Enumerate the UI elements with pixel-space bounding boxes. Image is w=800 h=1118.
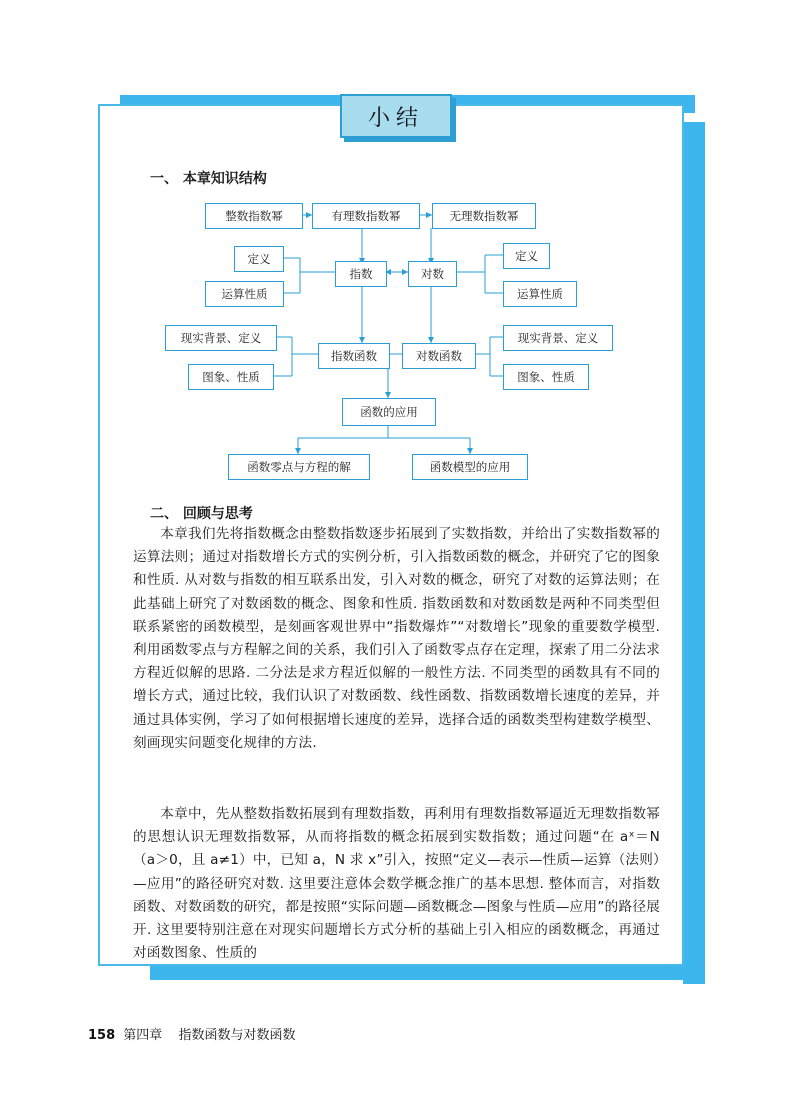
box-exp-definition: 定义 bbox=[234, 246, 284, 272]
section-heading-review-and-reflection: 二、 回顾与思考 bbox=[150, 506, 253, 522]
chapter-label: 第四章 bbox=[123, 1028, 163, 1043]
page-number: 158 bbox=[88, 1028, 116, 1043]
box-function-application: 函数的应用 bbox=[342, 398, 436, 426]
page-footer bbox=[88, 1024, 295, 1043]
box-rational-exponent: 有理数指数幂 bbox=[312, 203, 420, 229]
page-title: 小结 bbox=[340, 94, 452, 138]
box-log-operation-properties: 运算性质 bbox=[503, 281, 577, 307]
section-heading-knowledge-structure: 一、 本章知识结构 bbox=[150, 171, 267, 187]
box-exponent: 指数 bbox=[335, 261, 387, 287]
box-log-func-background-definition: 现实背景、定义 bbox=[503, 325, 613, 351]
paragraph-review-2: 本章中，先从整数指数拓展到有理数指数，再利用有理数指数幂逼近无理数指数幂的思想认识无理数指数幂，从而将指数的概念拓展到实数指数；通过问题“在 aˣ＝N（a＞0，且 a≠1）中，已知 a，N 求 x”引入，按照“定义—表示—性质—运算（法则）—应用”的路径研究对数. 这里要注意体会数学概念推广的基本思想. 整体而言，对指数函数、对数函数的研究，都是按照“实际问题—函数概念—图象与性质—应用”的路径展开. 这里要特别注意在对现实问题增长方式分析的基础上引入相应的函数概念，再通过对函数图象、性质的 bbox=[133, 806, 660, 962]
box-log-definition: 定义 bbox=[503, 243, 550, 269]
box-logarithm: 对数 bbox=[408, 261, 457, 287]
box-log-func-graph-properties: 图象、性质 bbox=[503, 364, 589, 390]
box-exp-func-background-definition: 现实背景、定义 bbox=[165, 325, 277, 351]
box-zeros-and-equation-solutions: 函数零点与方程的解 bbox=[228, 454, 370, 480]
box-exp-func-graph-properties: 图象、性质 bbox=[188, 364, 274, 390]
box-integer-exponent: 整数指数幂 bbox=[205, 203, 303, 229]
box-exponential-function: 指数函数 bbox=[318, 343, 390, 369]
box-logarithmic-function: 对数函数 bbox=[402, 343, 476, 369]
paragraph-review-1: 本章我们先将指数概念由整数指数逐步拓展到了实数指数，并给出了实数指数幂的运算法则；通过对指数增长方式的实例分析，引入指数函数的概念，并研究了它的图象和性质. 从对数与指数的相互联系出发，引入对数的概念，研究了对数的运算法则；在此基础上研究了对数函数的概念、图象和性质. 指数函数和对数函数是两种不同类型但联系紧密的函数模型，是刻画客观世界中“指数爆炸”“对数增长”现象的重要数学模型. 利用函数零点与方程解之间的关系，我们引入了函数零点存在定理，探索了用二分法求方程近似解的思路. 二分法是求方程近似解的一般性方法. 不同类型的函数具有不同的增长方式，通过比较，我们认识了对数函数、线性函数、指数函数增长速度的差异，并通过具体实例，学习了如何根据增长速度的差异，选择合适的函数类型构建数学模型、刻画现实问题变化规律的方法. bbox=[133, 526, 660, 751]
box-function-model-application: 函数模型的应用 bbox=[412, 454, 528, 480]
box-irrational-exponent: 无理数指数幂 bbox=[432, 203, 536, 229]
chapter-title: 指数函数与对数函数 bbox=[178, 1028, 296, 1043]
box-exp-operation-properties: 运算性质 bbox=[205, 281, 284, 307]
